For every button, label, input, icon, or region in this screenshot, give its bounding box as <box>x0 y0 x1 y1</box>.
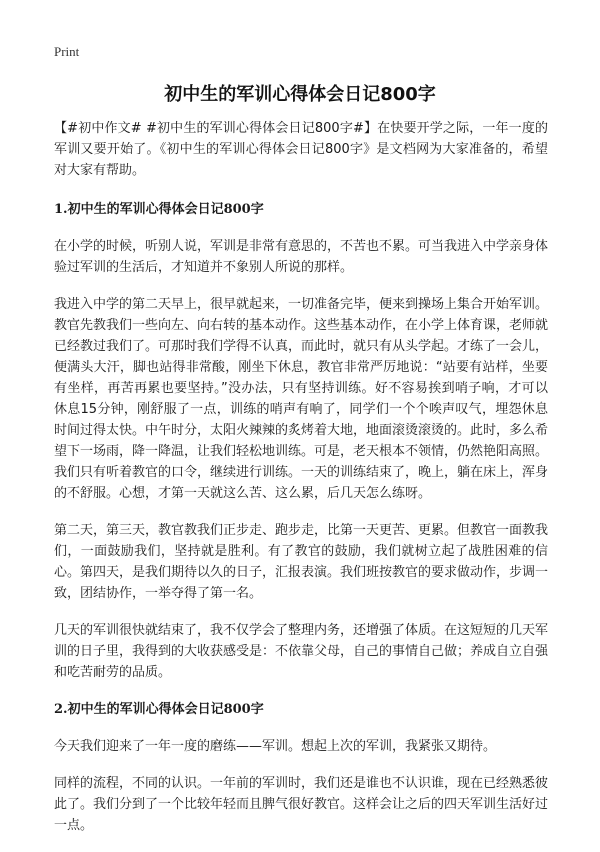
paragraph: 今天我们迎来了一年一度的磨练——军训。想起上次的军训，我紧张又期待。 <box>54 739 497 754</box>
section-heading: 2.初中生的军训心得体会日记800字 <box>54 702 264 717</box>
print-link[interactable]: Print <box>54 44 80 59</box>
paragraph: 几天的军训很快就结束了，我不仅学会了整理内务，还增强了体质。在这短短的几天军训的日子里，我得到的大收获感受是：不依靠父母，自己的事情自己做；养成自立自强和吃苦耐劳的品质。 <box>54 623 549 680</box>
document-body <box>54 118 548 852</box>
section-1 <box>54 199 548 683</box>
intro-paragraph: 【#初中作文# #初中生的军训心得体会日记800字#】在快要开学之际，一年一度的军训又要开始了。《初中生的军训心得体会日记800字》是文档网为大家准备的，希望对大家有帮助。 <box>54 121 548 178</box>
paragraph: 在小学的时候，听别人说，军训是非常有意思的，不苦也不累。可当我进入中学亲身体验过军训的生活后，才知道并不象别人所说的那样。 <box>54 239 549 275</box>
section-heading: 1.初中生的军训心得体会日记800字 <box>54 202 264 217</box>
paragraph: 我进入中学的第二天早上，很早就起来，一切准备完毕，便来到操场上集合开始军训。教官先教我们一些向左、向右转的基本动作。这些基本动作，在小学上体育课，老师就已经教过我们了。可那时我们学得不认真，而此时，就只有从头学起。才练了一会儿，便满头大汗，脚也站得非常酸，刚坐下休息，教官非常严厉地说：“站要有站样，坐要有坐样，再苦再累也要坚持。”没办法，只有坚持训练。好不容易挨到哨子响，才可以休息15分钟，刚舒服了一点，训练的哨声有响了，同学们一个个唉声叹气，埋怨休息时间过得太快。中午时分，太阳火辣辣的炙烤着大地，地面滚烫滚烫的。此时，多么希望下一场雨，降一降温，让我们轻松地训练。可是，老天根本不领情，仍然艳阳高照。我们只有听着教官的口令，继续进行训练。一天的训练结束了，晚上，躺在床上，浑身的不舒服。心想，才第一天就这么苦、这么累，后几天怎么练呀。 <box>54 297 549 501</box>
paragraph: 第二天，第三天，教官教我们正步走、跑步走，比第一天更苦、更累。但教官一面教我们，一面鼓励我们，坚持就是胜利。有了教官的鼓励，我们就树立起了战胜困难的信心。第四天，是我们期待以久的日子，汇报表演。我们班按教官的要求做动作，步调一致，团结协作，一举夺得了第一名。 <box>54 523 549 601</box>
paragraph: 同样的流程，不同的认识。一年前的军训时，我们还是谁也不认识谁，现在已经熟悉彼此了。我们分到了一个比较年轻而且脾气很好教官。这样会让之后的四天军训生活好过一点。 <box>54 776 549 833</box>
section-2 <box>54 699 548 836</box>
page-title: 初中生的军训心得体会日记800字 <box>164 84 436 105</box>
